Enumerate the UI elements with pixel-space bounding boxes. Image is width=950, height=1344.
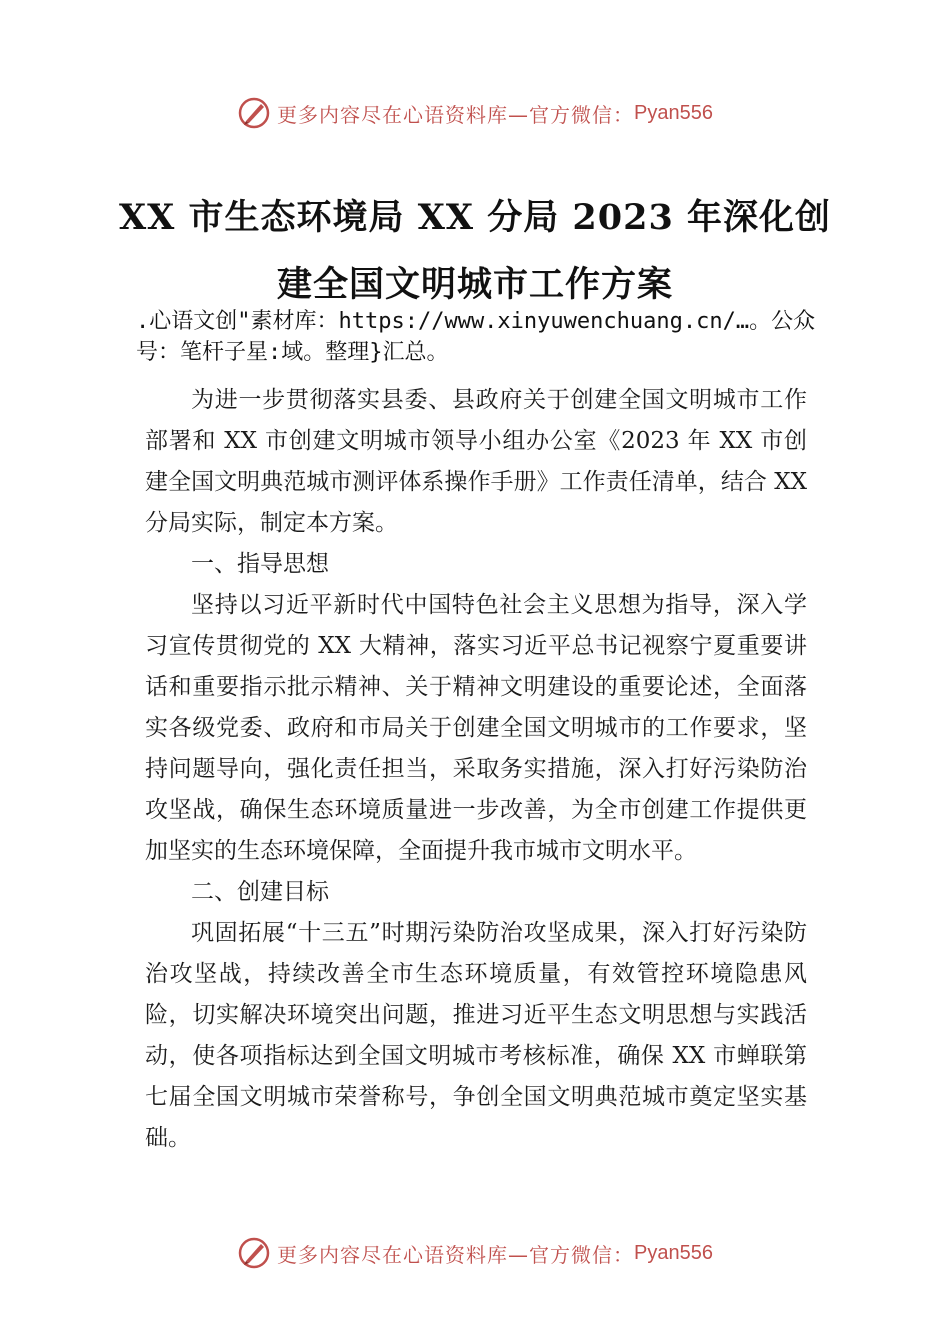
banner-wechat-id: Pyan556 [634, 1241, 713, 1264]
banner-text: 更多内容尽在心语资料库—官方微信： [277, 102, 635, 127]
document-body [145, 380, 807, 1159]
header-banner [0, 96, 950, 130]
footer-banner [0, 1236, 950, 1270]
pen-logo-icon [237, 96, 271, 130]
section-heading-2: 二、创建目标 [191, 879, 329, 905]
document-title-line-2: 建全国文明城市工作方案 [276, 264, 673, 305]
banner-wechat-id: Pyan556 [634, 101, 713, 124]
document-title-line-1: XX 市生态环境局 XX 分局 2023 年深化创 [119, 197, 831, 238]
source-note: .心语文创"素材库：https://www.xinyuwenchuang.cn/…。公众号：笔杆子星:域。整理}汇总。 [136, 309, 816, 365]
paragraph-intro: 为进一步贯彻落实县委、县政府关于创建全国文明城市工作部署和 XX 市创建文明城市领导小组办公室《2023 年 XX 市创建全国文明典范城市测评体系操作手册》工作责任清单，结合 XX 分局实际，制定本方案。 [145, 387, 807, 536]
paragraph-goals: 巩固拓展“十三五”时期污染防治攻坚成果，深入打好污染防治攻坚战，持续改善全市生态环境质量，有效管控环境隐患风险，切实解决环境突出问题，推进习近平生态文明思想与实践活动，使各项指标达到全国文明城市考核标准，确保 XX 市蝉联第七届全国文明城市荣誉称号，争创全国文明典范城市奠定坚实基础。 [145, 920, 807, 1151]
banner-text: 更多内容尽在心语资料库—官方微信： [277, 1242, 635, 1267]
paragraph-guiding-ideology: 坚持以习近平新时代中国特色社会主义思想为指导，深入学习宣传贯彻党的 XX 大精神，落实习近平总书记视察宁夏重要讲话和重要指示批示精神、关于精神文明建设的重要论述，全面落实各级党委、政府和市局关于创建全国文明城市的工作要求，坚持问题导向，强化责任担当，采取务实措施，深入打好污染防治攻坚战，确保生态环境质量进一步改善，为全市创建工作提供更加坚实的生态环境保障，全面提升我市城市文明水平。 [145, 592, 807, 864]
section-heading-1: 一、指导思想 [191, 551, 329, 577]
pen-logo-icon [237, 1236, 271, 1270]
